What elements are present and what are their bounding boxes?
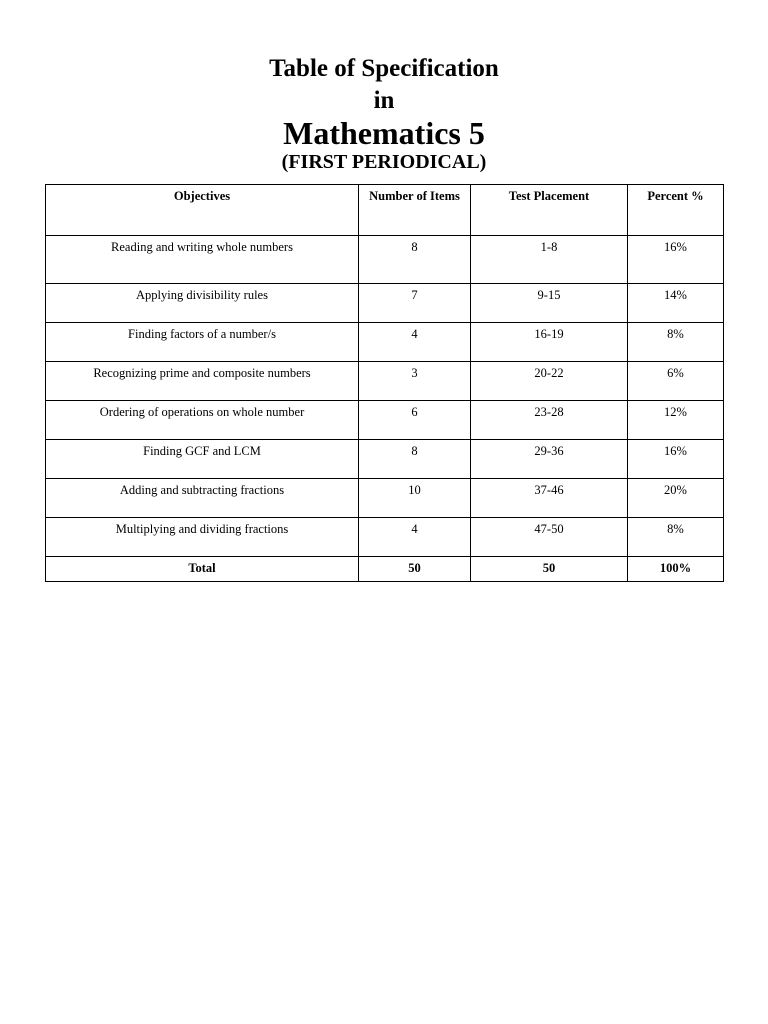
table-header-row <box>46 185 724 236</box>
items-cell: 4 <box>359 323 471 362</box>
total-placement: 50 <box>471 557 628 582</box>
total-label: Total <box>46 557 359 582</box>
percent-cell: 8% <box>628 323 724 362</box>
placement-cell: 9-15 <box>471 284 628 323</box>
percent-cell: 20% <box>628 479 724 518</box>
placement-cell: 16-19 <box>471 323 628 362</box>
header-objectives: Objectives <box>46 185 359 236</box>
table-row <box>46 323 724 362</box>
table-row <box>46 440 724 479</box>
items-cell: 4 <box>359 518 471 557</box>
objective-cell: Finding GCF and LCM <box>46 440 359 479</box>
percent-cell: 8% <box>628 518 724 557</box>
table-total-row <box>46 557 724 582</box>
placement-cell: 23-28 <box>471 401 628 440</box>
document-title: Table of Specification <box>269 55 499 82</box>
items-cell: 6 <box>359 401 471 440</box>
table-row <box>46 362 724 401</box>
percent-cell: 6% <box>628 362 724 401</box>
percent-cell: 14% <box>628 284 724 323</box>
specification-table <box>45 184 724 582</box>
document-title-connector: in <box>373 87 395 114</box>
total-percent: 100% <box>628 557 724 582</box>
header-test-placement: Test Placement <box>471 185 628 236</box>
table-row <box>46 479 724 518</box>
exam-period: (FIRST PERIODICAL) <box>281 151 487 173</box>
objective-cell: Adding and subtracting fractions <box>46 479 359 518</box>
objective-cell: Finding factors of a number/s <box>46 323 359 362</box>
items-cell: 8 <box>359 440 471 479</box>
objective-cell: Ordering of operations on whole number <box>46 401 359 440</box>
header-number-of-items: Number of Items <box>359 185 471 236</box>
placement-cell: 20-22 <box>471 362 628 401</box>
items-cell: 7 <box>359 284 471 323</box>
placement-cell: 47-50 <box>471 518 628 557</box>
items-cell: 10 <box>359 479 471 518</box>
placement-cell: 29-36 <box>471 440 628 479</box>
items-cell: 8 <box>359 236 471 284</box>
table-row <box>46 284 724 323</box>
percent-cell: 12% <box>628 401 724 440</box>
percent-cell: 16% <box>628 236 724 284</box>
objective-cell: Multiplying and dividing fractions <box>46 518 359 557</box>
total-items: 50 <box>359 557 471 582</box>
table-row <box>46 401 724 440</box>
objective-cell: Recognizing prime and composite numbers <box>46 362 359 401</box>
placement-cell: 1-8 <box>471 236 628 284</box>
objective-cell: Applying divisibility rules <box>46 284 359 323</box>
table-row <box>46 518 724 557</box>
header-percent: Percent % <box>628 185 724 236</box>
table-row <box>46 236 724 284</box>
placement-cell: 37-46 <box>471 479 628 518</box>
percent-cell: 16% <box>628 440 724 479</box>
objective-cell: Reading and writing whole numbers <box>46 236 359 284</box>
subject-title: Mathematics 5 <box>283 115 485 151</box>
items-cell: 3 <box>359 362 471 401</box>
